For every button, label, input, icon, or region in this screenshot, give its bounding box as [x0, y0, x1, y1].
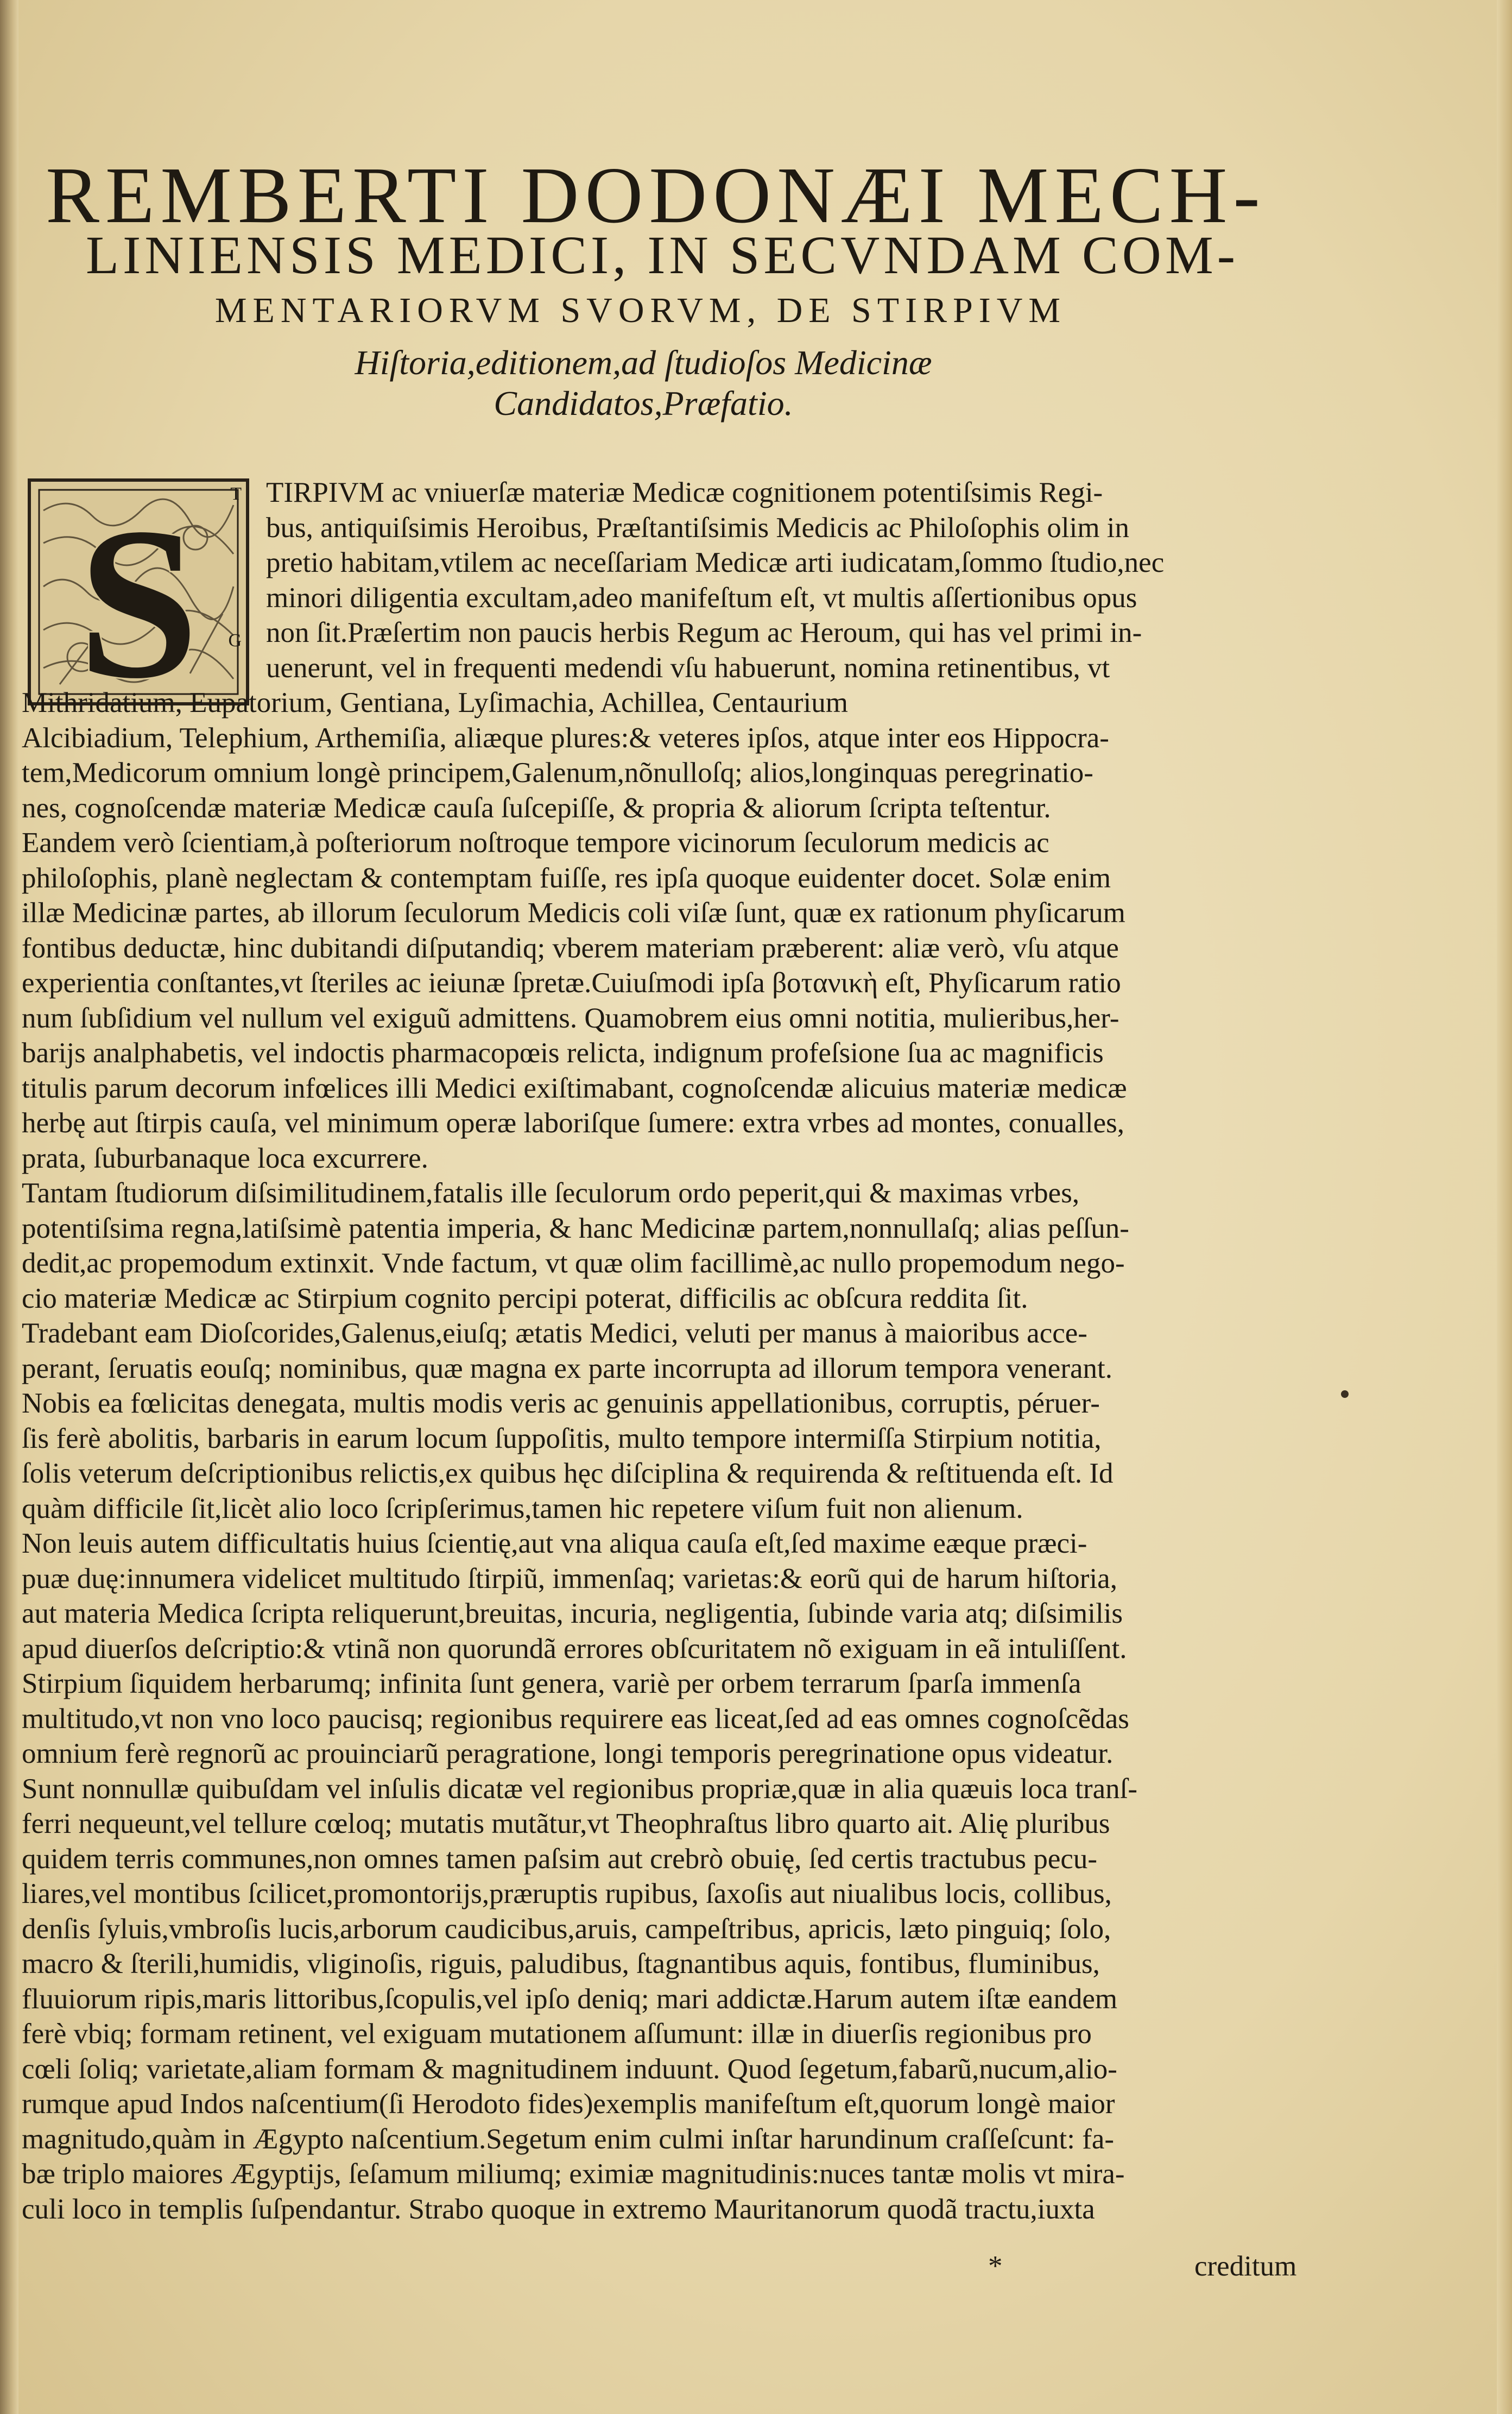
text-line: potentiſsima regna,latiſsimè patentia imperia, & hanc Medicinæ partem,nonnullaſq; alias peſſun- — [22, 1212, 1129, 1244]
text-line: cœli ſoliq; varietate,aliam formam & magnitudinem induunt. Quod ſegetum,fabarũ,nucum,alio- — [22, 2053, 1117, 2085]
text-line: illæ Medicinæ partes, ab illorum ſeculorum Medicis coli viſæ ſunt, quæ ex rationum phyſicarum — [22, 897, 1125, 929]
text-line: denſis ſyluis,vmbroſis lucis,arborum caudicibus,aruis, campeſtribus, apricis, læto pinguiq; ſolo, — [22, 1913, 1111, 1945]
text-line: Eandem verò ſcientiam,à poſteriorum noſtroque tempore vicinorum ſeculorum medicis ac — [22, 827, 1049, 859]
initial-side-letter-bottom: G — [228, 631, 242, 651]
bleed-through-ghost — [304, 0, 847, 141]
text-line: tem,Medicorum omnium longè principem,Galenum,nõnulloſq; alios,longinquas peregrinatio- — [22, 757, 1093, 789]
title-line-5: Candidatos,Præfatio. — [494, 384, 793, 423]
text-line: ſis ferè abolitis, barbaris in earum locum ſuppoſitis, multo tempore intermiſſa Stirpium notitia, — [22, 1422, 1102, 1454]
text-line: prata, ſuburbanaque loca excurrere. — [22, 1142, 428, 1174]
text-line: aut materia Medica ſcripta reliquerunt,breuitas, incuria, negligentia, ſubinde varia atq; diſsimilis — [22, 1598, 1123, 1629]
text-line: Stirpium ſiquidem herbarumq; infinita ſunt genera, variè per orbem terrarum ſparſa immenſa — [22, 1668, 1081, 1699]
text-line: Alcibiadium, Telephium, Arthemiſia, aliæque plures:& veteres ipſos, atque inter eos Hippocra- — [22, 722, 1109, 754]
text-line: experientia conſtantes,vt ſteriles ac ieiunæ ſpretæ.Cuiuſmodi ipſa βοτανικὴ eſt, Phyſicarum ratio — [22, 967, 1121, 999]
text-line: Non leuis autem difficultatis huius ſcientię,aut vna aliqua cauſa eſt,ſed maxime eæque præci- — [22, 1528, 1087, 1559]
page-gutter-shadow — [0, 0, 18, 2414]
text-line: omnium ferè regnorũ ac prouinciarũ peragratione, longi temporis peregrinatione opus videatur. — [22, 1738, 1114, 1769]
title-line-2: LINIENSIS MEDICI, IN SECVNDAM COM- — [85, 225, 1239, 285]
text-line: uenerunt, vel in frequenti medendi vſu habuerunt, nomina retinentibus, vt — [266, 652, 1110, 684]
text-line: titulis parum decorum infœlices illi Medici exiſtimabant, cognoſcendæ alicuius materiæ medicæ — [22, 1072, 1127, 1104]
text-line: quàm difficile ſit,licèt alio loco ſcripſerimus,tamen hic repetere viſum fuit non alienum. — [22, 1492, 1023, 1524]
catchword: creditum — [1194, 2251, 1297, 2282]
text-line: pretio habitam,vtilem ac neceſſariam Medicæ arti iudicatam,ſommo ſtudio,nec — [266, 547, 1165, 578]
text-line: ferri nequeunt,vel tellure cœloq; mutatis mutãtur,vt Theophraſtus libro quarto ait. Alię pluribus — [22, 1808, 1110, 1839]
text-line: quidem terris communes,non omnes tamen paſsim aut crebrò obuię, ſed certis tractubus pecu- — [22, 1843, 1098, 1875]
text-line: rumque apud Indos naſcentium(ſi Herodoto fides)exemplis manifeſtum eſt,quorum longè maior — [22, 2088, 1115, 2120]
text-line: apud diuerſos deſcriptio:& vtinã non quorundã errores obſcuritatem nõ exiguam in eã intuliſſent. — [22, 1633, 1127, 1665]
text-line: fontibus deductæ, hinc dubitandi diſputandiq; vberem materiam præberent: aliæ verò, vſu atque — [22, 932, 1119, 964]
text-line: Nobis ea fœlicitas denegata, multis modis veris ac genuinis appellationibus, corruptis, péruer- — [22, 1388, 1100, 1419]
text-line: perant, ſeruatis eouſq; nominibus, quæ magna ex parte incorrupta ad illorum tempora venerant. — [22, 1352, 1112, 1384]
text-line: fluuiorum ripis,maris littoribus,ſcopulis,vel ipſo deniq; mari addictæ.Harum autem iſtæ eandem — [22, 1983, 1118, 2015]
text-line: magnitudo,quàm in Ægypto naſcentium.Segetum enim culmi inſtar harundinum craſſeſcunt: fa- — [22, 2123, 1115, 2155]
text-line: macro & ſterili,humidis, vliginoſis, riguis, paludibus, ſtagnantibus aquis, fontibus, fluminibus, — [22, 1948, 1100, 1980]
text-line: ferè vbiq; formam retinent, vel exiguam mutationem aſſumunt: illæ in diuerſis regionibus pro — [22, 2018, 1092, 2050]
page-footer — [22, 2249, 1303, 2284]
text-line: Mithridatium, Eupatorium, Gentiana, Lyſimachia, Achillea, Centaurium — [22, 687, 848, 718]
text-line: Tantam ſtudiorum diſsimilitudinem,fatalis ille ſeculorum ordo peperit,qui & maximas vrbes, — [22, 1177, 1080, 1209]
text-line: Sunt nonnullæ quibuſdam vel inſulis dicatæ vel regionibus propriæ,quæ in alia quæuis loca tranſ- — [22, 1773, 1138, 1805]
text-line: philoſophis, planè neglectam & contemptam fuiſſe, res ipſa quoque euidenter docet. Solæ enim — [22, 862, 1111, 894]
decorated-initial-s — [27, 478, 250, 706]
ink-spot — [1341, 1390, 1349, 1398]
preface-opening-paragraph — [266, 475, 1287, 685]
text-line: num ſubſidium vel nullum vel exiguũ admittens. Quamobrem eius omni notitia, mulieribus,her- — [22, 1002, 1119, 1034]
text-line: barijs analphabetis, vel indoctis pharmacopœis relicta, indignum profeſsione ſua ac magnificis — [22, 1037, 1104, 1069]
signature-mark: * — [988, 2251, 1003, 2282]
initial-side-letter-top: T — [230, 484, 242, 504]
text-line: non ſit.Præſertim non paucis herbis Regum ac Heroum, qui has vel primi in- — [266, 617, 1142, 648]
text-line: ſolis veterum deſcriptionibus relictis,ex quibus hęc diſciplina & requirenda & reſtituenda eſt. Id — [22, 1458, 1114, 1489]
title-line-3: MENTARIORVM SVORVM, DE STIRPIVM — [214, 291, 1067, 330]
text-line: TIRPIVM ac vniuerſæ materiæ Medicæ cognitionem potentiſsimis Regi- — [266, 477, 1103, 508]
text-line: bus, antiquiſsimis Heroibus, Præſtantiſsimis Medicis ac Philoſophis olim in — [266, 512, 1130, 544]
title-line-4: Hiſtoria,editionem,ad ſtudioſos Medicinæ — [355, 343, 932, 382]
text-line: cio materiæ Medicæ ac Stirpium cognito percipi poterat, difficilis ac obſcura reddita ſit. — [22, 1282, 1028, 1314]
text-line: bæ triplo maiores Ægyptijs, ſeſamum miliumq; eximiæ magnitudinis:nuces tantæ molis vt mira- — [22, 2158, 1125, 2190]
title-line-1: REMBERTI DODONÆI MECH- — [46, 151, 1266, 240]
text-line: liares,vel montibus ſcilicet,promontorijs,præruptis rupibus, ſaxoſis aut niualibus locis, collibus, — [22, 1878, 1112, 1909]
preface-body-text — [22, 685, 1303, 2227]
text-line: nes, cognoſcendæ materiæ Medicæ cauſa ſuſcepiſſe, & propria & aliorum ſcripta teſtentur. — [22, 792, 1051, 824]
text-line: Tradebant eam Dioſcorides,Galenus,eiuſq; ætatis Medici, veluti per manus à maioribus acce- — [22, 1318, 1087, 1349]
text-line: culi loco in templis ſuſpendantur. Strabo quoque in extremo Mauritanorum quodã tractu,iuxta — [22, 2193, 1095, 2225]
text-line: multitudo,vt non vno loco paucisq; regionibus requirere eas liceat,ſed ad eas omnes cognoſcẽdas — [22, 1703, 1129, 1735]
text-line: puæ duę:innumera videlicet multitudo ſtirpiũ, immenſaq; varietas:& eorũ qui de harum hiſtoria, — [22, 1562, 1117, 1594]
text-line: dedit,ac propemodum extinxit. Vnde factum, vt quæ olim facillimè,ac nullo propemodum nego- — [22, 1247, 1125, 1279]
page-edge-shadow — [1497, 0, 1512, 2414]
initial-letter: S — [78, 483, 199, 706]
text-line: herbę aut ſtirpis cauſa, vel minimum operæ laboriſque ſumere: extra vrbes ad montes, conualles, — [22, 1107, 1125, 1139]
text-line: minori diligentia excultam,adeo manifeſtum eſt, vt multis aſſertionibus opus — [266, 582, 1137, 614]
